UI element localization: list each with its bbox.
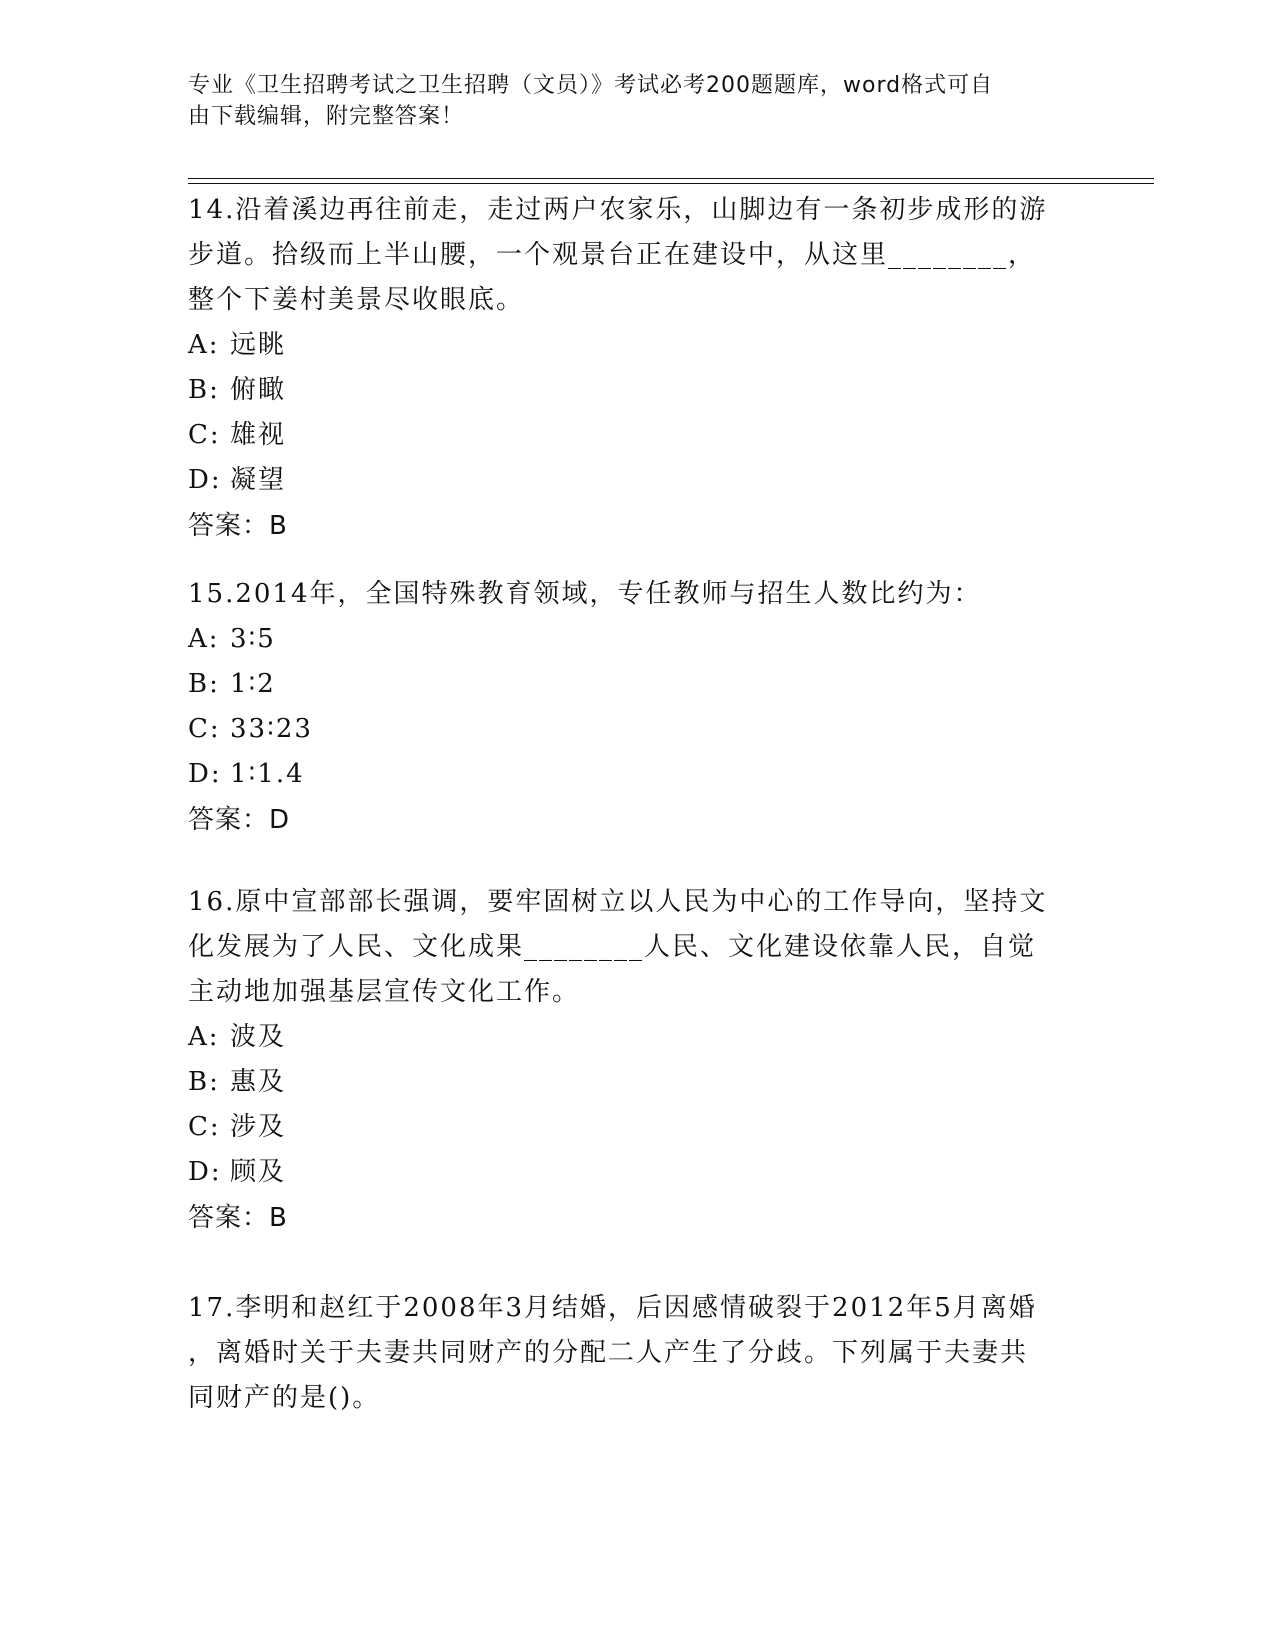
option-text: 1∶1.4 — [230, 759, 305, 789]
stem-line: ，离婚时关于夫妻共同财产的分配二人产生了分歧。下列属于夫妻共 — [188, 1338, 1029, 1368]
option-text: 凝望 — [230, 465, 287, 495]
stem-line: 步道。拾级而上半山腰，一个观景台正在建设中，从这里________， — [188, 240, 1037, 270]
option-a: A: 波及 — [188, 1022, 287, 1052]
option-text: 涉及 — [230, 1112, 287, 1142]
option-b: B: 1∶2 — [188, 669, 276, 699]
header-line-1: 专业《卫生招聘考试之卫生招聘（文员）》考试必考200题题库，word格式可自 — [188, 73, 994, 98]
stem-line: 同财产的是()。 — [188, 1383, 381, 1413]
option-text: 波及 — [230, 1022, 287, 1052]
option-text: 顾及 — [230, 1157, 287, 1187]
answer-line: 答案：D — [188, 805, 291, 835]
question-stem — [188, 1286, 1078, 1421]
option-a: A: 远眺 — [188, 330, 287, 360]
stem-line: 整个下姜村美景尽收眼底。 — [188, 285, 525, 315]
option-text: 远眺 — [230, 330, 287, 360]
option-d: D: 1∶1.4 — [188, 759, 305, 789]
option-d: D: 顾及 — [188, 1157, 287, 1187]
answer-line: 答案：B — [188, 1203, 288, 1233]
question-stem — [188, 880, 1078, 1015]
answer-line: 答案：B — [188, 511, 288, 541]
header-line-2: 由下载编辑，附完整答案！ — [188, 104, 465, 129]
option-c: C: 33∶23 — [188, 714, 313, 744]
question-14 — [188, 188, 1078, 549]
stem-line: 15.2014年，全国特殊教育领域，专任教师与招生人数比约为： — [188, 579, 982, 609]
header-divider-secondary — [188, 183, 1154, 184]
header-divider — [188, 178, 1154, 179]
option-d: D: 凝望 — [188, 465, 287, 495]
option-text: 33∶23 — [230, 714, 313, 744]
option-text: 1∶2 — [230, 669, 276, 699]
option-b: B: 惠及 — [188, 1067, 287, 1097]
option-c: C: 雄视 — [188, 420, 287, 450]
stem-line: 主动地加强基层宣传文化工作。 — [188, 977, 581, 1007]
question-16 — [188, 880, 1078, 1241]
option-text: 雄视 — [230, 420, 287, 450]
stem-line: 17.李明和赵红于2008年3月结婚，后因感情破裂于2012年5月离婚 — [188, 1293, 1037, 1323]
question-17 — [188, 1286, 1078, 1421]
option-b: B: 俯瞰 — [188, 375, 287, 405]
stem-line: 14.沿着溪边再往前走，走过两户农家乐，山脚边有一条初步成形的游 — [188, 195, 1048, 225]
option-text: 惠及 — [230, 1067, 287, 1097]
question-15 — [188, 572, 1078, 843]
stem-line: 化发展为了人民、文化成果________人民、文化建设依靠人民，自觉 — [188, 932, 1037, 962]
option-text: 俯瞰 — [230, 375, 287, 405]
document-header — [188, 70, 1068, 132]
option-a: A: 3∶5 — [188, 624, 276, 654]
question-stem — [188, 188, 1078, 323]
option-c: C: 涉及 — [188, 1112, 287, 1142]
option-text: 3∶5 — [230, 624, 276, 654]
question-stem — [188, 572, 1078, 617]
stem-line: 16.原中宣部部长强调，要牢固树立以人民为中心的工作导向，坚持文 — [188, 887, 1048, 917]
